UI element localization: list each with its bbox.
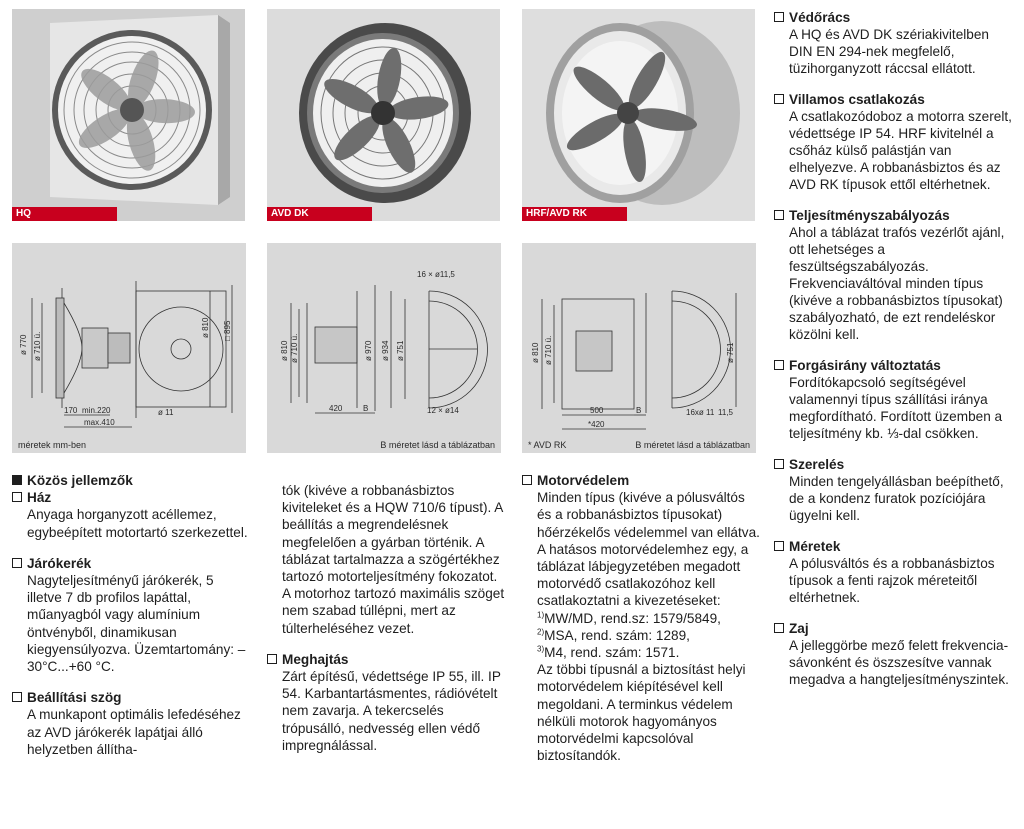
dim-label: 11,5	[718, 408, 733, 417]
section-title: Meghajtás	[282, 651, 349, 667]
dim-label: ø 751	[396, 340, 405, 361]
footnote-mark: 3)	[537, 644, 545, 654]
section-motorvedelem	[522, 472, 762, 764]
checkbox-square-icon	[774, 623, 784, 633]
section-title: Járókerék	[27, 555, 92, 571]
section-villamos-csatlakozas	[774, 91, 1014, 193]
dim-label: 16xø 11	[686, 408, 715, 417]
section-text: Az többi típusnál a biztosítást helyi motorvédelem kiépítésével kell megoldani. A terminkus védelem nélküli motorok hagyományos motorvédelmi kapcsolóval biztosítandók.	[537, 662, 746, 764]
checkbox-square-icon	[774, 210, 784, 220]
checkbox-square-icon	[774, 360, 784, 370]
filled-square-icon	[12, 475, 22, 485]
section-text: A HQ és AVD DK szériakivitelben DIN EN 294-nek megfelelő, tüzihorganyzott ráccsal ellátott.	[789, 27, 989, 76]
section-title: Szerelés	[789, 457, 845, 472]
dim-label: □ 895	[223, 320, 232, 341]
dim-label: B	[363, 404, 369, 413]
checkbox-square-icon	[522, 475, 532, 485]
photo-label: HQ	[12, 207, 117, 221]
checkbox-square-icon	[12, 492, 22, 502]
section-title: Méretek	[789, 539, 841, 554]
dim-label: min.220	[82, 406, 111, 415]
column-4	[774, 9, 1014, 702]
dim-label: ø 710 ü.	[290, 333, 299, 363]
column-1	[12, 472, 252, 772]
section-text: Anyaga horganyzott acéllemez, egybeépített motortartó szerkezettel.	[27, 507, 248, 540]
footnote-mark: 2)	[537, 627, 545, 637]
section-title: Beállítási szög	[27, 690, 122, 706]
section-text: Fordítókapcsoló segítségével valamennyi típus szállítási iránya megfordítható. Fordított üzemben a teljesítmény kb. ⅓-dal csökken.	[789, 375, 1003, 441]
dim-label: ø 970	[364, 340, 373, 361]
checkbox-square-icon	[774, 12, 784, 22]
reference-text: MW/MD, rend.sz: 1579/5849,	[544, 610, 721, 626]
section-text: A munkapont optimális lefedéséhez az AVD járókerék lapátjai álló helyzetben állítha-	[27, 707, 241, 757]
drawing-caption: méretek mm-ben	[18, 440, 87, 450]
section-title: Villamos csatlakozás	[789, 92, 925, 107]
section-szereles	[774, 456, 1014, 524]
dim-label: ø 11	[158, 408, 174, 417]
checkbox-square-icon	[267, 654, 277, 664]
checkbox-square-icon	[774, 541, 784, 551]
dim-label: 170	[64, 406, 78, 415]
section-title: Ház	[27, 490, 52, 506]
checkbox-square-icon	[12, 558, 22, 568]
dim-label: ø 810	[201, 317, 210, 338]
section-text: A jelleggörbe mező felett frekvencia-sávonként és öszszesítve vannak megadva a hangteljesítményszintek.	[789, 638, 1009, 687]
dim-label: ø 710 ü.	[33, 331, 42, 361]
dim-label: ø 770	[19, 334, 28, 355]
drawing-avd-dk	[267, 243, 501, 453]
section-heading	[12, 472, 252, 489]
reference-text: M4, rend. szám: 1571.	[544, 645, 680, 661]
section-text: tók (kivéve a robbanásbiztos kiviteleket és a HQW 710/6 típust). A beállítás a megrendelésnek megfelelően a gyárban történik. A táblázat tartalmazza a szögértékhez tartozó motorteljesítmény fokozatot. A motorhoz tartozó maximális szöget nem szabad túllépni, mert az túlterheléséhez vezet.	[282, 483, 505, 636]
photo-label: AVD DK	[267, 207, 372, 221]
drawing-hrf-avd-rk	[522, 243, 756, 453]
reference-text: MSA, rend. szám: 1289,	[544, 627, 690, 643]
drawing-hq	[12, 243, 246, 453]
photo-hq	[12, 9, 245, 221]
section-title: Motorvédelem	[537, 473, 630, 488]
dim-label: ø 710 ü.	[544, 335, 553, 365]
section-text: A csatlakozódoboz a motorra szerelt, védettsége IP 54. HRF kivitelnél a csőház külső palástján van elhelyezve. A robbanásbiztos és az AVD RK típusok ettől eltérhetnek.	[789, 109, 1012, 192]
section-forgasirany	[774, 357, 1014, 442]
section-text: Nagyteljesítményű járókerék, 5 illetve 7 db profilos lapáttal, műanyagból vagy alumínium öntvényből, dinamikusan kiegyensúlyozva. Üzemtartomány: –30°C...+60 °C.	[27, 573, 246, 675]
checkbox-square-icon	[12, 692, 22, 702]
section-title: Forgásirány változtatás	[789, 358, 941, 373]
column-2	[267, 482, 507, 768]
section-text: Zárt építésű, védettsége IP 55, ill. IP 54. Karbantartásmentes, rádióvételt nem zavarja. A tekercselés trópusálló, nedvesség ellen védő impregnálással.	[282, 669, 501, 753]
section-text: Ahol a táblázat trafós vezérlőt ajánl, ott lehetséges a feszültségszabályozás. Frekvenciaváltóval minden típus (kivéve a robbanásbiztos típusokat) szabályozható, de ezt rendeléskor közölni kell.	[789, 225, 1005, 342]
section-zaj	[774, 620, 1014, 688]
drawing-caption: B méretet lásd a táblázatban	[380, 440, 495, 450]
dim-label: ø 810	[531, 342, 540, 363]
dim-label: B	[636, 406, 642, 415]
section-jarokerek	[12, 555, 252, 675]
dim-label: ø 751	[726, 342, 735, 363]
drawing-caption-prefix: * AVD RK	[528, 440, 567, 450]
section-meretek	[774, 538, 1014, 606]
section-continuation	[267, 482, 507, 637]
section-vedoracs	[774, 9, 1014, 77]
reference-line	[522, 644, 762, 661]
section-text: Minden tengelyállásban beépíthető, de a kondenz furatok pozíciójára ügyelni kell.	[789, 474, 1004, 523]
column-3	[522, 472, 762, 778]
dim-label: 12 × ø14	[427, 406, 459, 415]
section-teljesitmenyszabalyozas	[774, 207, 1014, 343]
dim-label: ø 810	[280, 340, 289, 361]
footnote-mark: 1)	[537, 610, 545, 620]
section-title: Védőrács	[789, 10, 851, 25]
reference-line	[522, 610, 762, 627]
dim-label: 500	[590, 406, 604, 415]
reference-line	[522, 627, 762, 644]
checkbox-square-icon	[774, 459, 784, 469]
checkbox-square-icon	[774, 94, 784, 104]
dim-label: 420	[329, 404, 343, 413]
photo-hrf-avd-rk	[522, 9, 755, 221]
section-text: A pólusváltós és a robbanásbiztos típusok a fenti rajzok méreteitől eltérhetnek.	[789, 556, 995, 605]
section-beallitasi-szog	[12, 689, 252, 758]
section-meghajtas	[267, 651, 507, 754]
section-title: Teljesítményszabályozás	[789, 208, 950, 223]
photo-label: HRF/AVD RK	[522, 207, 627, 221]
section-haz	[12, 489, 252, 541]
heading-text: Közös jellemzők	[27, 473, 133, 488]
dim-label: 16 × ø11,5	[417, 270, 455, 279]
drawing-caption: B méretet lásd a táblázatban	[635, 440, 750, 450]
dim-label: *420	[588, 420, 605, 429]
photo-avd-dk	[267, 9, 500, 221]
dim-label: ø 934	[381, 340, 390, 361]
section-text: Minden típus (kivéve a pólusváltós és a robbanásbiztos típusokat) hőérzékelős védelemmel van ellátva. A hatásos motorvédelemhez egy, a táblázat lábjegyzetében megadott motorvédő csatlakozóhoz kell csatlakoztatni a kivezetéseket:	[537, 490, 760, 609]
section-title: Zaj	[789, 621, 809, 636]
dim-label: max.410	[84, 418, 115, 427]
